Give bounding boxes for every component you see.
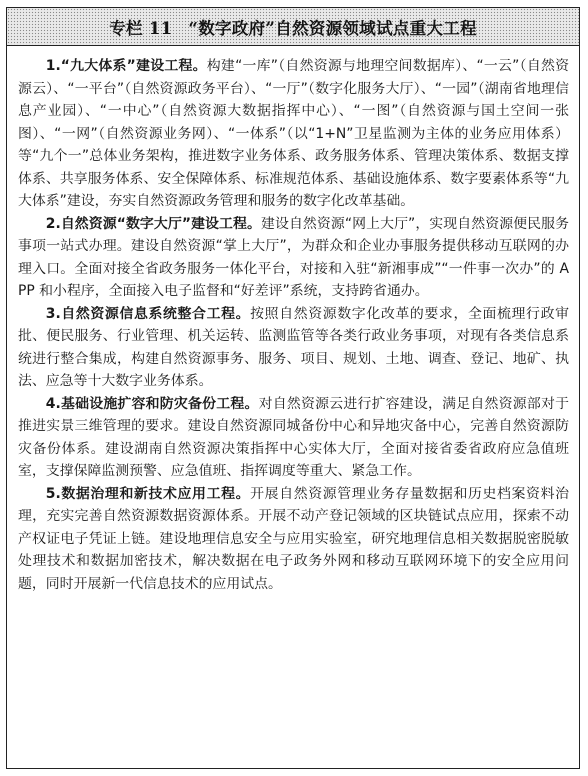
- box-content: [7, 46, 579, 595]
- title-text: “数字政府”自然资源领域试点重大工程: [188, 18, 477, 38]
- item-paragraph: [18, 483, 569, 596]
- item-heading: 2.自然资源“数字大厅”建设工程。: [45, 215, 261, 232]
- box-title: [109, 15, 477, 39]
- item-paragraph: [18, 213, 569, 303]
- item-paragraph: [18, 303, 569, 393]
- item-paragraph: [18, 55, 569, 213]
- item-heading: 1.“九大体系”建设工程。: [45, 58, 207, 74]
- item-heading: 5.数据治理和新技术应用工程。: [45, 485, 251, 502]
- feature-box: [6, 7, 580, 769]
- item-paragraph: [18, 393, 569, 483]
- column-label: 专栏 11: [109, 18, 173, 38]
- item-heading: 4.基础设施扩容和防灾备份工程。: [45, 395, 259, 412]
- item-body: 建设自然资源“网上大厅”，实现自然资源便民服务事项一站式办理。建设自然资源“掌上大厅”，为群众和企业办事服务提供移动互联网的办理入口。全面对接全省政务服务一体化平台，对接和入驻“新湘事成”“一件事一次办”的 APP 和小程序，全面接入电子监督和“好差评”系统，支持跨省通办。: [18, 215, 570, 299]
- item-body: 对自然资源云进行扩容建设，满足自然资源部对于推进实景三维管理的要求。建设自然资源同城备份中心和异地灾备中心，完善自然资源防灾备份体系。建设湖南自然资源决策指挥中心实体大厅，全面对接省委省政府应急值班室，支撑保障监测预警、应急值班、指挥调度等重大、紧急工作。: [18, 395, 569, 479]
- box-header: [7, 8, 579, 46]
- item-body: 开展自然资源管理业务存量数据和历史档案资料治理，充实完善自然资源数据资源体系。开展不动产登记领域的区块链试点应用，探索不动产权证电子凭证上链。建设地理信息安全与应用实验室，研究地理信息相关数据脱密脱敏处理技术和数据加密技术，解决数据在电子政务外网和移动互联网环境下的安全应用问题，同时开展新一代信息技术的应用试点。: [18, 485, 569, 592]
- item-body: 构建“一库”（自然资源与地理空间数据库）、“一云”（自然资源云）、“一平台”（自然资源政务平台）、“一厅”（数字化服务大厅）、“一园”（湖南省地理信息产业园）、“一中心”（自然资源大数据指挥中心）、“一图”（自然资源与国土空间一张图）、“一网”（自然资源业务网）、“一体系”（以“1+N”卫星监测为主体的业务应用体系）等“九个一”总体业务架构，推进数字业务体系、政务服务体系、管理决策体系、数据支撑体系、共享服务体系、安全保障体系、标准规范体系、基础设施体系、数字要素体系等“九大体系”建设，夯实自然资源政务管理和服务的数字化改革基础。: [18, 58, 569, 209]
- item-heading: 3.自然资源信息系统整合工程。: [45, 305, 251, 322]
- item-body: 按照自然资源数字化改革的要求，全面梳理行政审批、便民服务、行业管理、机关运转、监测监管等各类行政业务事项，对现有各类信息系统进行整合集成，构建自然资源事务、服务、项目、规划、土地、调查、登记、地矿、执法、应急等十大数字业务体系。: [18, 305, 569, 389]
